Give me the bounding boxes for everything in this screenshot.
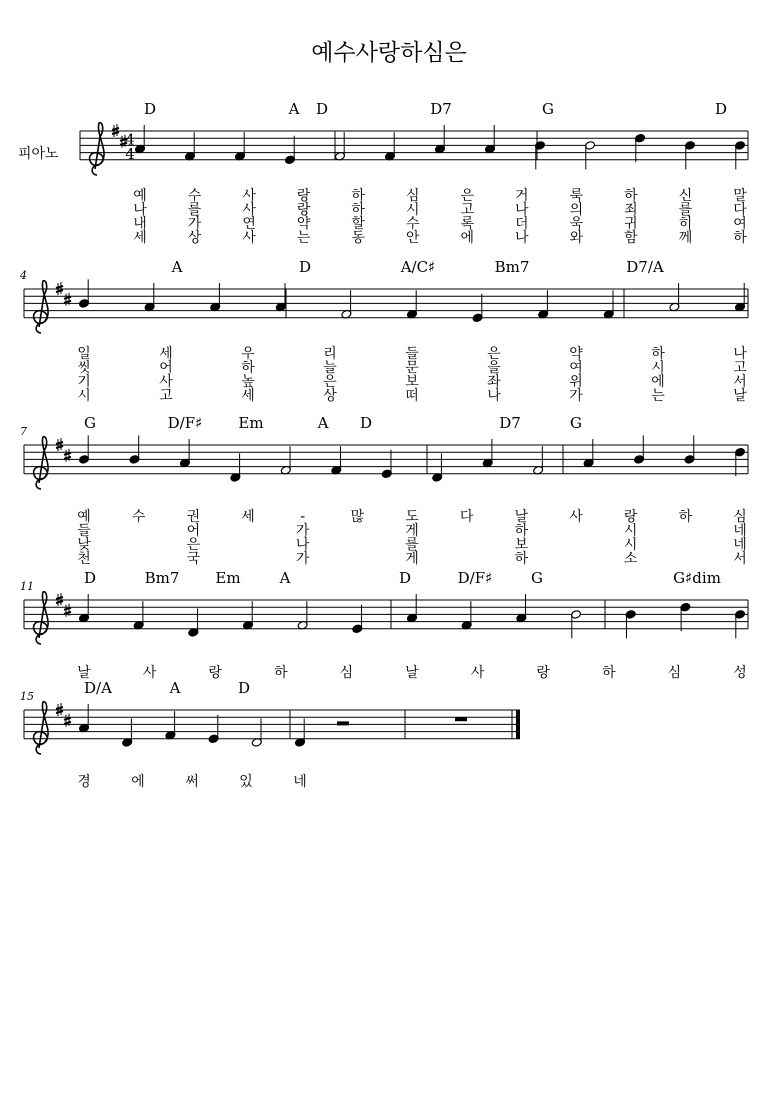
note xyxy=(735,141,746,170)
lyric-syllable: 고 xyxy=(460,202,475,218)
note xyxy=(571,610,582,639)
note xyxy=(538,290,549,319)
whole-rest-icon xyxy=(455,717,467,721)
note xyxy=(735,283,746,312)
lyric-syllable: 리 xyxy=(323,346,337,362)
lyric-syllable: 하 xyxy=(351,202,365,218)
measure-number: 15 xyxy=(20,690,34,703)
lyric-syllable: 사 xyxy=(470,665,485,681)
lyric-syllable: 수 xyxy=(131,509,146,525)
lyric-syllable: 심 xyxy=(405,188,420,204)
lyric-syllable: 천 xyxy=(77,551,91,567)
lyric-syllable: 시 xyxy=(623,537,638,553)
lyric-syllable: 예 xyxy=(133,188,147,204)
chord-symbol: A/C♯ xyxy=(400,258,436,276)
chord-symbol: G xyxy=(531,569,543,587)
note xyxy=(352,605,363,634)
lyric-syllable: 에 xyxy=(131,774,145,790)
lyric-syllable: - xyxy=(300,509,306,525)
lyric-syllable: 하 xyxy=(602,665,616,681)
note xyxy=(432,453,443,482)
note xyxy=(275,283,286,312)
lyric-syllable: 서 xyxy=(733,551,747,567)
lyric-syllable: 죄 xyxy=(624,202,638,218)
sharp-bar xyxy=(56,446,63,448)
note xyxy=(407,290,418,319)
lyric-syllable: 좌 xyxy=(487,374,501,390)
lyric-syllable: 을 xyxy=(487,360,501,376)
lyric-syllable: 나 xyxy=(295,537,310,553)
sharp-bar xyxy=(64,453,71,455)
lyric-syllable: 말 xyxy=(733,188,747,204)
note xyxy=(634,435,645,464)
lyric-syllable: 가 xyxy=(295,551,310,567)
sharp-bar xyxy=(56,601,63,603)
lyric-syllable: 기 xyxy=(77,374,91,390)
chord-symbol: A xyxy=(288,100,300,118)
lyric-syllable: 네 xyxy=(293,774,307,790)
chord-symbol: D xyxy=(359,414,373,432)
lyric-syllable: 시 xyxy=(405,202,420,218)
lyric-syllable: 시 xyxy=(651,360,665,376)
lyric-syllable: 여 xyxy=(733,216,747,232)
lyric-syllable: 게 xyxy=(405,551,419,567)
lyric-syllable: 께 xyxy=(678,230,693,246)
lyric-syllable: 다 xyxy=(733,202,747,218)
lyric-syllable: 사 xyxy=(242,230,256,246)
chord-symbol: D xyxy=(315,100,329,118)
note xyxy=(235,132,246,161)
lyric-syllable: 보 xyxy=(514,537,529,553)
lyric-syllable: 는 xyxy=(651,388,665,404)
note xyxy=(583,439,594,468)
chord-symbol: D xyxy=(298,258,312,276)
lyric-syllable: 하 xyxy=(274,665,288,681)
lyric-syllable: 사 xyxy=(142,665,157,681)
chord-symbol: A xyxy=(279,569,291,587)
lyric-syllable: 하 xyxy=(678,509,693,525)
note xyxy=(482,439,493,468)
lyric-syllable: 날 xyxy=(733,388,747,404)
lyric-syllable: 심 xyxy=(339,665,354,681)
chord-symbol: Em xyxy=(238,414,264,432)
note xyxy=(79,435,90,464)
note xyxy=(385,132,396,161)
lyric-syllable: 은 xyxy=(460,188,475,204)
lyric-syllable: 날 xyxy=(405,665,419,681)
sharp-bar xyxy=(64,612,71,614)
chord-symbol: A xyxy=(317,414,329,432)
lyric-syllable: 랑 xyxy=(623,509,638,525)
note xyxy=(285,136,296,165)
note xyxy=(179,439,190,468)
lyric-syllable: 를 xyxy=(187,202,202,218)
sharp-bar xyxy=(64,608,71,610)
measure-number: 4 xyxy=(20,269,27,282)
measure-number: 7 xyxy=(20,425,27,438)
lyric-syllable: 서 xyxy=(733,374,747,390)
lyric-syllable: 네 xyxy=(733,537,747,553)
lyric-syllable: 하 xyxy=(514,551,529,567)
instrument-label: 피아노 xyxy=(18,146,59,162)
lyric-syllable: 가 xyxy=(295,523,310,539)
lyric-syllable: 위 xyxy=(569,374,583,390)
note xyxy=(435,125,446,154)
note xyxy=(210,283,221,312)
note xyxy=(684,435,695,464)
staff-system xyxy=(80,131,748,160)
lyric-syllable: 사 xyxy=(159,374,173,390)
note xyxy=(251,718,262,747)
lyric-syllable: 날 xyxy=(514,509,529,525)
note xyxy=(603,290,614,319)
lyric-syllable: 하 xyxy=(241,360,255,376)
lyric-syllable: 에 xyxy=(460,230,475,246)
lyric-syllable: 안 xyxy=(405,230,420,246)
time-signature-top: 4 xyxy=(125,130,135,149)
note xyxy=(331,446,342,475)
note xyxy=(188,608,199,637)
lyric-syllable: 시 xyxy=(77,388,91,404)
chord-symbol: D xyxy=(237,679,251,697)
lyric-syllable: 경 xyxy=(77,774,91,790)
lyric-syllable: 하 xyxy=(624,188,638,204)
lyric-syllable: 게 xyxy=(405,523,419,539)
note xyxy=(381,450,392,479)
lyric-syllable: 사 xyxy=(242,202,256,218)
chord-symbol: D xyxy=(714,100,728,118)
lyric-syllable: 를 xyxy=(405,537,419,553)
lyric-syllable: 나 xyxy=(515,230,529,246)
lyric-syllable: 우 xyxy=(241,346,255,362)
note xyxy=(144,283,155,312)
lyric-syllable: 세 xyxy=(159,346,173,362)
lyric-syllable: 할 xyxy=(351,216,365,232)
lyric-syllable: 시 xyxy=(623,523,638,539)
half-rest-icon xyxy=(337,721,349,725)
final-barline-thick xyxy=(516,710,520,739)
note xyxy=(680,602,691,631)
lyric-syllable: 나 xyxy=(133,202,147,218)
song-title: 예수사랑하심은 xyxy=(311,40,467,66)
chord-symbol: Bm7 xyxy=(494,258,530,276)
lyric-syllable: 함 xyxy=(624,230,638,246)
lyric-syllable: 록 xyxy=(460,216,475,232)
chord-symbol: G xyxy=(570,414,582,432)
sharp-bar xyxy=(64,297,71,299)
chord-symbol: D7/A xyxy=(626,258,664,276)
lyric-syllable: 는 xyxy=(296,230,311,246)
note xyxy=(535,141,546,170)
note xyxy=(407,594,418,623)
lyric-syllable: 하 xyxy=(351,188,365,204)
chord-symbol: G♯dim xyxy=(673,569,721,587)
note xyxy=(297,601,308,630)
chord-symbol: G xyxy=(84,414,96,432)
chord-symbol: Em xyxy=(215,569,241,587)
lyric-syllable: 나 xyxy=(487,388,501,404)
lyric-syllable: 날 xyxy=(77,665,91,681)
lyric-syllable: 에 xyxy=(651,374,665,390)
lyric-syllable: 랑 xyxy=(208,665,222,681)
chord-symbol: G xyxy=(542,100,554,118)
note xyxy=(533,446,544,475)
note xyxy=(585,141,596,170)
lyric-syllable: 떠 xyxy=(405,388,419,404)
chord-symbol: A xyxy=(169,679,181,697)
note xyxy=(165,711,176,740)
note xyxy=(122,718,133,747)
note xyxy=(129,435,140,464)
lyric-syllable: 동 xyxy=(351,230,365,246)
lyric-syllable: 하 xyxy=(651,346,665,362)
staff-system xyxy=(24,289,748,318)
staff-system xyxy=(24,600,748,629)
lyric-syllable: 룩 xyxy=(569,188,584,204)
lyric-syllable: 수 xyxy=(405,216,420,232)
note xyxy=(280,446,291,475)
lyric-syllable: 를 xyxy=(678,202,693,218)
note xyxy=(735,447,746,476)
note xyxy=(133,601,144,630)
lyric-syllable: 약 xyxy=(296,216,311,232)
lyric-syllable: 나 xyxy=(515,202,529,218)
chord-symbol: D7 xyxy=(499,414,521,432)
lyric-syllable: 은 xyxy=(323,374,337,390)
note xyxy=(230,453,241,482)
note xyxy=(79,704,90,733)
staff-system xyxy=(24,710,520,739)
note xyxy=(485,125,496,154)
note xyxy=(135,125,146,154)
lyric-syllable: 와 xyxy=(569,230,584,246)
lyric-syllable: 상 xyxy=(187,230,202,246)
lyric-syllable: 다 xyxy=(459,509,474,525)
note xyxy=(295,718,306,747)
lyric-syllable: 랑 xyxy=(296,202,311,218)
note xyxy=(625,610,636,639)
lyric-syllable: 거 xyxy=(515,188,529,204)
note xyxy=(669,283,680,312)
note xyxy=(208,715,219,744)
lyric-syllable: 보 xyxy=(405,374,419,390)
chord-symbol: D/A xyxy=(84,679,112,697)
time-signature-bottom: 4 xyxy=(125,144,135,163)
lyric-syllable: 들 xyxy=(405,346,419,362)
lyric-syllable: 도 xyxy=(405,509,419,525)
lyric-syllable: 어 xyxy=(186,523,201,539)
sharp-bar xyxy=(56,711,63,713)
lyric-syllable: 약 xyxy=(569,346,583,362)
lyric-syllable: 하 xyxy=(514,523,529,539)
note xyxy=(243,601,254,630)
sharp-bar xyxy=(64,457,71,459)
note xyxy=(79,594,90,623)
chord-symbol: Bm7 xyxy=(144,569,180,587)
lyric-syllable: 의 xyxy=(569,202,584,218)
note xyxy=(185,132,196,161)
lyric-syllable: 써 xyxy=(185,774,199,790)
sharp-bar xyxy=(64,301,71,303)
sharp-bar xyxy=(64,718,71,720)
sharp-bar xyxy=(56,290,63,292)
lyric-syllable: 성 xyxy=(733,665,747,681)
lyric-syllable: 여 xyxy=(569,360,583,376)
lyric-syllable: 연 xyxy=(242,216,256,232)
lyric-syllable: 나 xyxy=(733,346,747,362)
sharp-bar xyxy=(56,597,63,599)
chord-symbol: D xyxy=(398,569,412,587)
lyric-syllable: 수 xyxy=(187,188,202,204)
lyric-syllable: 은 xyxy=(487,346,501,362)
sharp-bar xyxy=(56,442,63,444)
lyric-syllable: 내 xyxy=(133,216,147,232)
note xyxy=(461,601,472,630)
note xyxy=(341,290,352,319)
lyric-syllable: 고 xyxy=(733,360,747,376)
lyric-syllable: 더 xyxy=(515,216,529,232)
sharp-bar xyxy=(112,132,119,134)
lyric-syllable: 세 xyxy=(241,509,255,525)
chord-symbol: D xyxy=(83,569,97,587)
lyric-syllable: 있 xyxy=(239,774,253,790)
lyric-syllable: 사 xyxy=(242,188,256,204)
sharp-bar xyxy=(112,128,119,130)
lyric-syllable: 고 xyxy=(159,388,173,404)
lyric-syllable: 은 xyxy=(186,537,201,553)
note xyxy=(516,594,527,623)
lyric-syllable: 귀 xyxy=(624,216,638,232)
note xyxy=(335,132,346,161)
chord-symbol: D/F♯ xyxy=(457,569,493,587)
lyric-syllable: 씻 xyxy=(77,360,91,376)
lyric-syllable: 하 xyxy=(733,230,747,246)
chord-symbol: D xyxy=(143,100,157,118)
chord-symbol: A xyxy=(171,258,183,276)
lyric-syllable: 네 xyxy=(733,523,747,539)
note xyxy=(685,141,696,170)
chord-symbol: D/F♯ xyxy=(167,414,203,432)
lyric-syllable: 세 xyxy=(241,388,255,404)
lyric-syllable: 들 xyxy=(77,523,91,539)
lyric-syllable: 랑 xyxy=(536,665,550,681)
lyric-syllable: 문 xyxy=(405,360,419,376)
lyric-syllable: 세 xyxy=(133,230,147,246)
lyric-syllable: 권 xyxy=(186,509,201,525)
lyric-syllable: 욱 xyxy=(569,216,584,232)
note xyxy=(472,294,483,323)
lyric-syllable: 가 xyxy=(569,388,583,404)
lyric-syllable: 낮 xyxy=(77,537,91,553)
lyric-syllable: 소 xyxy=(623,551,638,567)
lyric-syllable: 랑 xyxy=(296,188,311,204)
lyric-syllable: 일 xyxy=(77,346,91,362)
lyric-syllable: 사 xyxy=(569,509,583,525)
lyric-syllable: 어 xyxy=(159,360,173,376)
sharp-bar xyxy=(56,286,63,288)
measure-number: 11 xyxy=(20,580,34,593)
lyric-syllable: 상 xyxy=(323,388,337,404)
note xyxy=(79,279,90,308)
lyric-syllable: 심 xyxy=(733,509,747,525)
sharp-bar xyxy=(56,707,63,709)
lyric-syllable: 가 xyxy=(187,216,202,232)
lyric-syllable: 많 xyxy=(350,509,365,525)
chord-symbol: D7 xyxy=(430,100,452,118)
lyric-syllable: 심 xyxy=(667,665,682,681)
sharp-bar xyxy=(64,722,71,724)
note xyxy=(735,610,746,639)
lyric-syllable: 높 xyxy=(241,374,255,390)
note xyxy=(635,133,646,162)
lyric-syllable: 신 xyxy=(678,188,693,204)
lyric-syllable: 국 xyxy=(186,551,201,567)
lyric-syllable: 늘 xyxy=(323,360,337,376)
lyric-syllable: 예 xyxy=(77,509,91,525)
lyric-syllable: 히 xyxy=(678,216,693,232)
